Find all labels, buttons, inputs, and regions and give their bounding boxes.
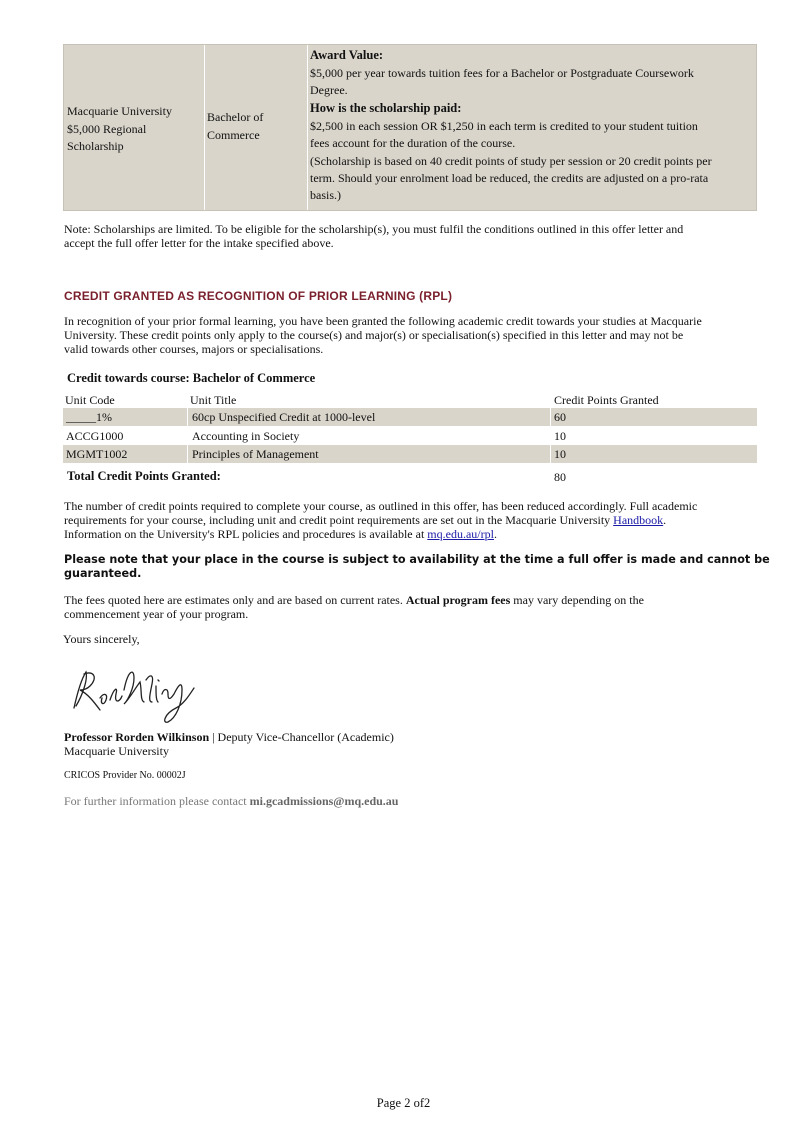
unit-code: _____1% (66, 410, 112, 424)
contact-email[interactable]: mi.gcadmissions@mq.edu.au (249, 794, 399, 808)
table-row (63, 408, 757, 426)
contact-line (64, 794, 398, 808)
cricos-number: CRICOS Provider No. 00002J (64, 770, 186, 781)
scholarship-course-line: Commerce (207, 127, 260, 142)
scholarship-note: Note: Scholarships are limited. To be eligible for the scholarship(s), you must fulfil the conditions outlined in this offer letter and (64, 222, 684, 236)
credit-points: 10 (554, 429, 566, 443)
total-credit-value: 80 (554, 470, 566, 484)
rpl-intro: In recognition of your prior formal learning, you have been granted the following academic credit towards your studies at Macquarie (64, 314, 702, 328)
payment-text: $2,500 in each session OR $1,250 in each term is credited to your student tuition (310, 119, 698, 133)
rpl-intro: valid towards other courses, majors or specialisations. (64, 342, 324, 356)
signer-name: Professor Rorden Wilkinson (64, 730, 210, 744)
column-divider (187, 445, 188, 463)
payment-text: fees account for the duration of the course. (310, 136, 516, 150)
scholarship-name-line: $5,000 Regional (67, 121, 147, 136)
column-header-credit-points: Credit Points Granted (554, 393, 659, 407)
page-number: Page 2 of2 (376, 1096, 431, 1110)
award-value-text: Degree. (310, 83, 348, 97)
table-row (63, 445, 757, 463)
rpl-heading: CREDIT GRANTED AS RECOGNITION OF PRIOR LEARNING (RPL) (64, 289, 453, 303)
scholarship-name-line: Scholarship (67, 139, 124, 153)
credit-points: 10 (554, 447, 566, 461)
unit-title: Accounting in Society (192, 429, 300, 443)
column-header-unit-code: Unit Code (65, 393, 115, 407)
fees-text (64, 593, 644, 607)
availability-notice: Please note that your place in the course is subject to availability at the time a full offer is made and cannot be (64, 553, 770, 566)
handbook-link[interactable]: Handbook (613, 513, 664, 527)
unit-title: 60cp Unspecified Credit at 1000-level (192, 410, 376, 424)
scholarship-course-cell (204, 45, 308, 210)
table-row (63, 427, 757, 445)
scholarship-table (63, 44, 757, 211)
scholarship-name-cell (64, 45, 205, 210)
scholarship-details-cell (307, 45, 756, 210)
column-divider (550, 445, 551, 463)
total-credit-label: Total Credit Points Granted: (67, 469, 221, 483)
credit-info-text (64, 513, 666, 527)
scholarship-name (67, 103, 197, 156)
credit-info-text-part: Information on the University's RPL policies and procedures is available at (64, 527, 428, 541)
award-value-heading: Award Value: (310, 48, 384, 62)
payment-text: (Scholarship is based on 40 credit points of study per session or 20 credit points per (310, 154, 712, 168)
rpl-policy-link[interactable]: mq.edu.au/rpl (427, 527, 494, 541)
payment-text: term. Should your enrolment load be reduced, the credits are adjusted on a pro-rata (310, 171, 709, 185)
column-divider (187, 408, 188, 426)
payment-text: basis.) (310, 188, 341, 202)
signer-line (64, 730, 394, 744)
signature-image (64, 660, 204, 730)
award-value-text: $5,000 per year towards tuition fees for a Bachelor or Postgraduate Coursework (310, 66, 694, 80)
salutation: Yours sincerely, (63, 632, 140, 646)
credit-info-text: The number of credit points required to complete your course, as outlined in this offer, has been reduced accordingly. Full academic (64, 499, 698, 513)
fees-text: commencement year of your program. (64, 607, 249, 621)
scholarship-course (207, 109, 305, 144)
unit-code: ACCG1000 (66, 429, 124, 443)
fees-text-part: may vary depending on the (510, 593, 644, 607)
unit-code: MGMT1002 (66, 447, 128, 461)
punctuation: . (663, 513, 667, 527)
punctuation: . (493, 527, 497, 541)
contact-text: For further information please contact (64, 794, 250, 808)
payment-heading: How is the scholarship paid: (310, 101, 462, 115)
credit-info-text-part: requirements for your course, including unit and credit point requirements are set out in the Macquarie University (64, 513, 614, 527)
column-divider (550, 408, 551, 426)
credit-info-text (64, 527, 497, 541)
fees-emphasis: Actual program fees (405, 593, 511, 607)
rpl-intro: University. These credit points only apply to the course(s) and major(s) or specialisation(s) specified in this letter and may not be (64, 328, 684, 342)
fees-text-part: The fees quoted here are estimates only and are based on current rates. (64, 593, 406, 607)
unit-title: Principles of Management (192, 447, 319, 461)
scholarship-course-line: Bachelor of (207, 110, 264, 124)
credit-table-title: Credit towards course: Bachelor of Commerce (67, 371, 316, 385)
credit-points: 60 (554, 410, 566, 424)
scholarship-name-line: Macquarie University (67, 104, 172, 118)
scholarship-note: accept the full offer letter for the intake specified above. (64, 236, 334, 250)
availability-notice: guaranteed. (64, 567, 142, 580)
signer-title: Deputy Vice-Chancellor (Academic) (217, 730, 394, 744)
separator: | (209, 730, 218, 744)
column-header-unit-title: Unit Title (190, 393, 237, 407)
institution-name: Macquarie University (64, 744, 169, 758)
